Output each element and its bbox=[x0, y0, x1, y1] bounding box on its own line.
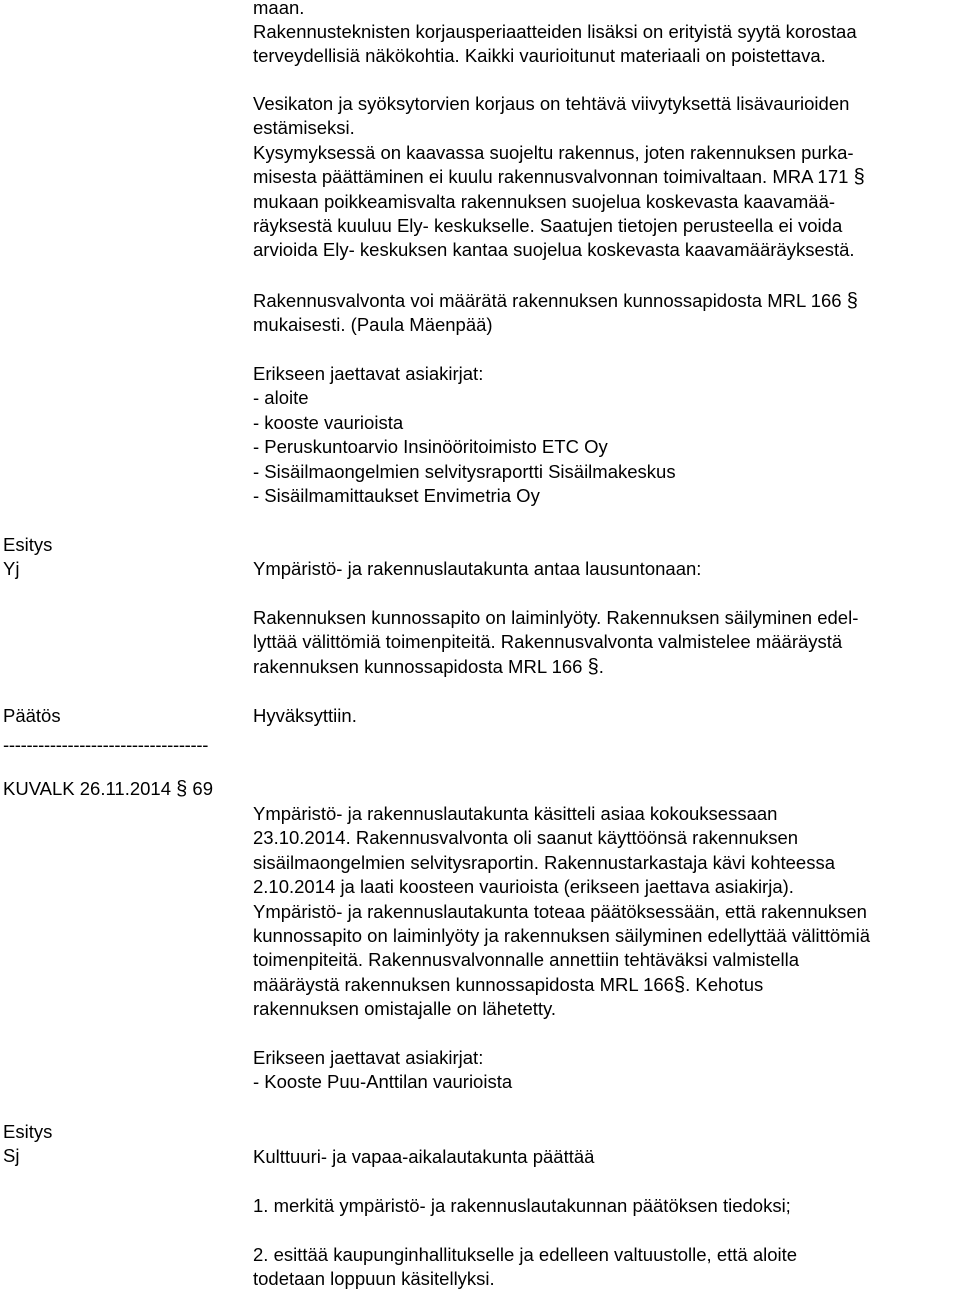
kuvalk-label: KUVALK 26.11.2014 § 69 bbox=[3, 778, 213, 800]
kuvalk-text: Ympäristö- ja rakennuslautakunta käsitteli asiaa kokouksessaan 23.10.2014. Rakennusvalvonta oli saanut käyttöönsä rakennuksen sisäilmaongelmien selvitysraportin. Rakennustarkastaja kävi kohteessa 2.10.2014 ja laati koosteen vaurioista (erikseen jaettava asiakirja). Ympäristö- ja rakennuslautakunta toteaa päätöksessään, että rakennuksen kunnossapito on laiminlyöty ja rakennuksen säilyminen edellyttää välittömiä toimenpiteitä. Rakennusvalvonnalle annettiin tehtäväksi valmistella määräystä rakennuksen kunnossapidosta MRL 166§. Kehotus rakennuksen omistajalle on lähetetty. bbox=[253, 803, 870, 1020]
list-item: - Sisäilmamittaukset Envimetria Oy bbox=[253, 485, 540, 507]
section-symbol: § bbox=[846, 290, 858, 312]
list-item: - Peruskuntoarvio Insinööritoimisto ETC Oy bbox=[253, 436, 608, 458]
section-symbol: § bbox=[587, 655, 599, 678]
section-symbol: § bbox=[853, 166, 865, 189]
list-item: - Kooste Puu-Anttilan vaurioista bbox=[253, 1071, 513, 1093]
list-item: - aloite bbox=[253, 387, 309, 409]
continuation-text: maan. bbox=[253, 0, 305, 18]
paragraph-maintenance-order: Rakennusvalvonta voi määrätä rakennuksen kunnossapidosta MRL 166 § mukaisesti. (Paula Mäenpää) bbox=[253, 290, 858, 336]
section-divider: ----------------------------------- bbox=[3, 734, 209, 755]
section-symbol: § bbox=[673, 973, 686, 996]
proposal-label-yj: Esitys Yj bbox=[3, 534, 53, 580]
attachments-heading: Erikseen jaettavat asiakirjat: bbox=[253, 1047, 484, 1068]
proposal-heading-yj: Ympäristö- ja rakennuslautakunta antaa lausuntonaan: bbox=[253, 558, 702, 579]
list-item: - kooste vaurioista bbox=[253, 411, 404, 433]
decision-text: Hyväksyttiin. bbox=[253, 705, 357, 726]
paragraph-health-aspects: Rakennusteknisten korjausperiaatteiden lisäksi on erityistä syytä korostaa terveydellisiä näkökohtia. Kaikki vaurioitunut materiaali on poistettava. bbox=[253, 21, 857, 67]
proposal-heading-sj: Kulttuuri- ja vapaa-aikalautakunta päättää bbox=[253, 1146, 595, 1167]
proposal-label-sj: Esitys Sj bbox=[3, 1121, 53, 1167]
attachments-heading: Erikseen jaettavat asiakirjat: bbox=[253, 363, 484, 384]
decision-label: Päätös bbox=[3, 705, 61, 726]
attachments-list bbox=[253, 362, 958, 508]
attachments-list-2 bbox=[253, 1046, 958, 1095]
proposal-item-2: 2. esittää kaupunginhallitukselle ja edelleen valtuustolle, että aloite todetaan loppuun käsitellyksi. bbox=[253, 1244, 798, 1290]
proposal-item-1: 1. merkitä ympäristö- ja rakennuslautakunnan päätöksen tiedoksi; bbox=[253, 1195, 791, 1216]
paragraph-roof-and-protection: Vesikaton ja syöksytorvien korjaus on tehtävä viivytyksettä lisävaurioiden estämiseksi. Kysymyksessä on kaavassa suojeltu rakennus, joten rakennuksen purka- misesta päättäminen ei kuulu rakennusvalvonnan toimivaltaan. MRA 171 § mukaan poikkeamisvalta rakennuksen suojelua koskevasta kaavamää- räyksestä kuuluu Ely- keskukselle. Saatujen tietojen perusteella ei voida arvioida Ely- keskuksen kantaa suojelua koskevasta kaavamääräyksestä. bbox=[253, 93, 865, 261]
proposal-text-yj: Rakennuksen kunnossapito on laiminlyöty. Rakennuksen säilyminen edel- lyttää välittömiä toimenpiteitä. Rakennusvalvonta valmistelee määräystä rakennuksen kunnossapidosta MRL 166 §. bbox=[253, 607, 859, 678]
list-item: - Sisäilmaongelmien selvitysraportti Sisäilmakeskus bbox=[253, 460, 676, 482]
section-symbol: § bbox=[176, 778, 188, 800]
